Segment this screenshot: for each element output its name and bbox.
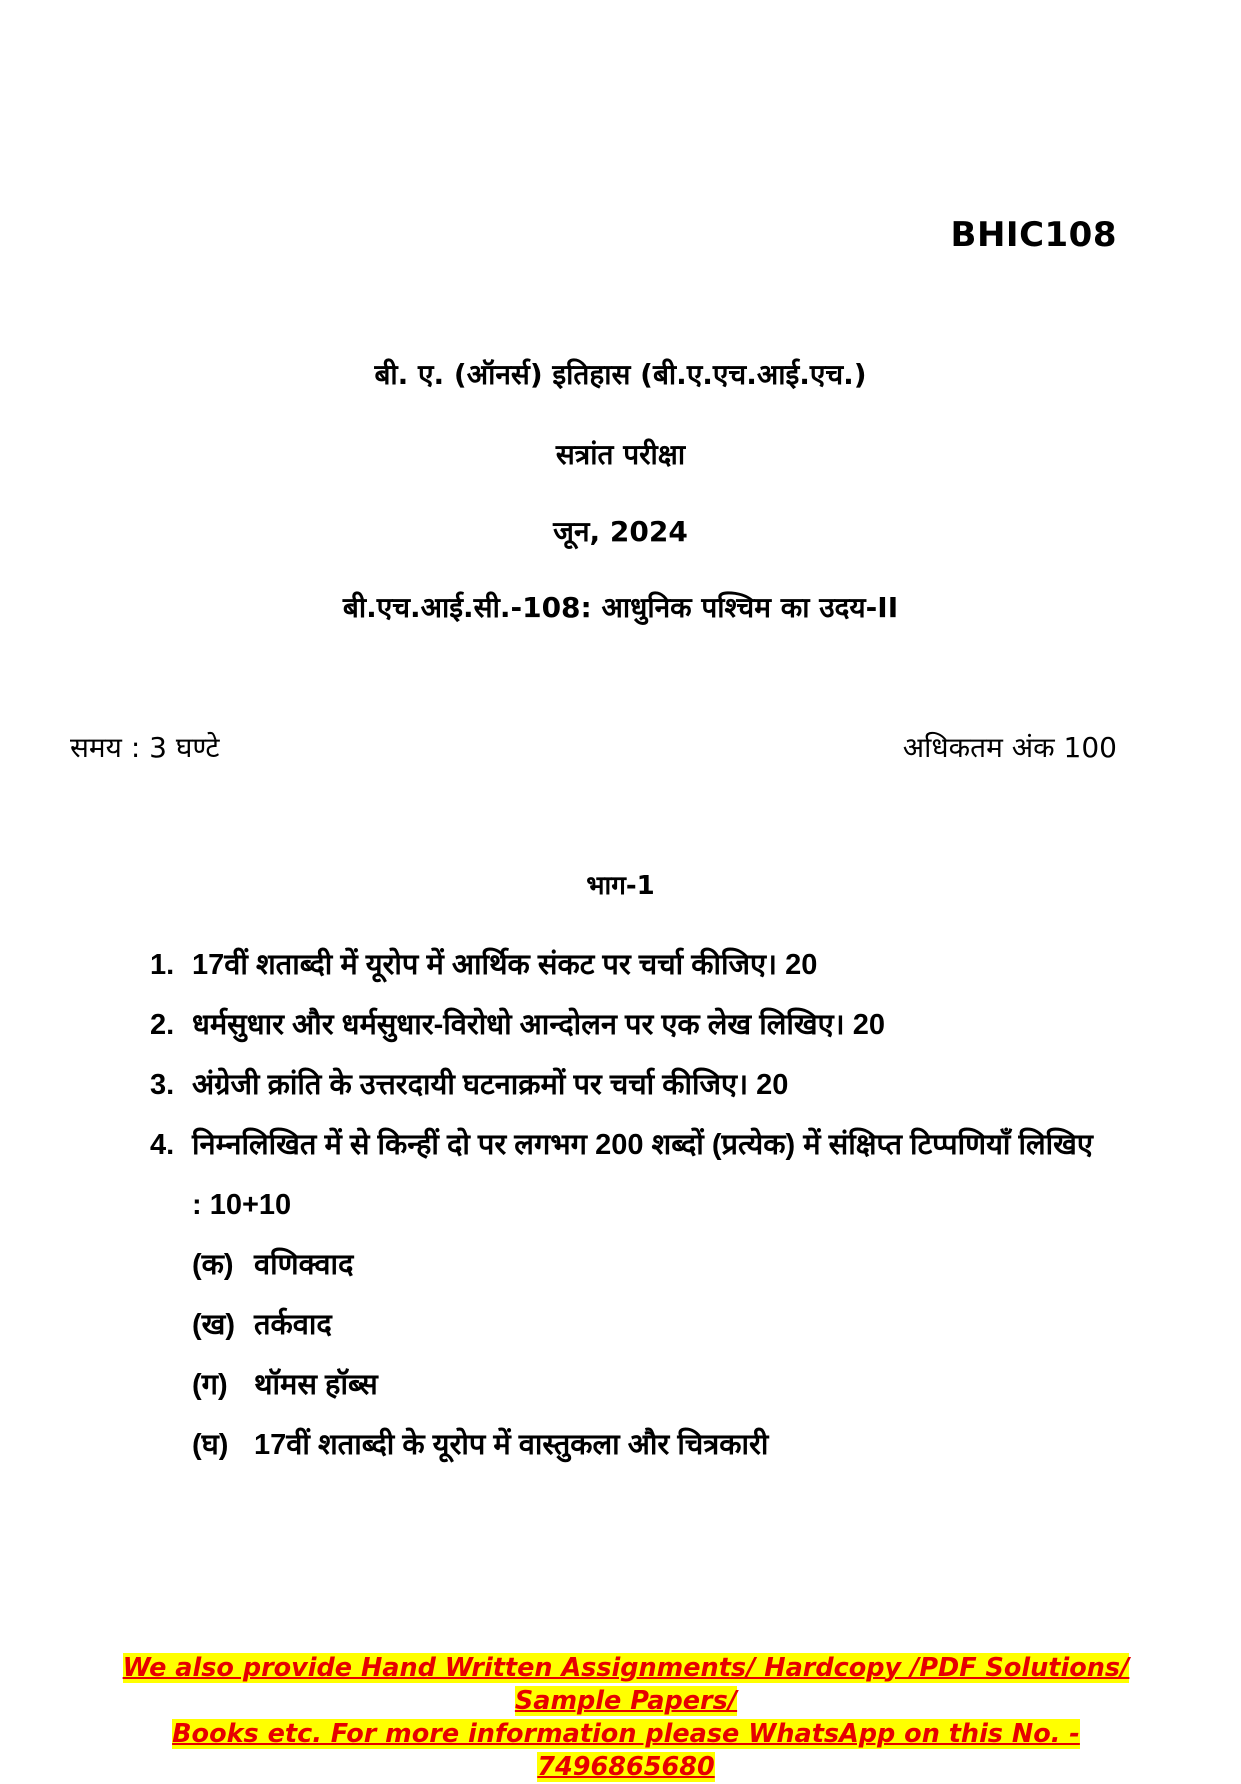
program-title: बी. ए. (ऑनर्स) इतिहास (बी.ए.एच.आई.एच.) bbox=[374, 358, 867, 391]
max-marks: अधिकतम अंक 100 bbox=[902, 731, 1117, 764]
question-item bbox=[150, 995, 1110, 1055]
question-text: निम्नलिखित में से किन्हीं दो पर लगभग 200 शब्दों (प्रत्येक) में संक्षिप्त टिप्पणियाँ लिखिए : 10+10 bbox=[192, 1129, 1093, 1221]
exam-meta-row bbox=[70, 728, 1117, 766]
sub-question bbox=[192, 1355, 1110, 1415]
subject-title: बी.एच.आई.सी.-108: आधुनिक पश्चिम का उदय-II bbox=[342, 591, 899, 624]
question-number: 2. bbox=[150, 1009, 175, 1041]
sub-question-label: (ख) bbox=[192, 1309, 236, 1341]
sub-question-list bbox=[192, 1235, 1110, 1475]
sub-question-label: (क) bbox=[192, 1249, 234, 1281]
question-item bbox=[150, 1115, 1110, 1475]
sub-question-text: थॉमस हॉब्स bbox=[254, 1369, 378, 1401]
question-text: 17वीं शताब्दी में यूरोप में आर्थिक संकट पर चर्चा कीजिए। 20 bbox=[192, 949, 818, 981]
question-body bbox=[192, 1115, 1110, 1475]
promo-line-1: We also provide Hand Written Assignments/ Hardcopy /PDF Solutions/ Sample Papers/ bbox=[122, 1653, 1130, 1716]
question-number: 4. bbox=[150, 1129, 175, 1161]
sub-question bbox=[192, 1295, 1110, 1355]
question-item bbox=[150, 1055, 1110, 1115]
question-text: धर्मसुधार और धर्मसुधार-विरोधो आन्दोलन पर एक लेख लिखिए। 20 bbox=[192, 1009, 885, 1041]
question-number: 3. bbox=[150, 1069, 175, 1101]
exam-title: सत्रांत परीक्षा bbox=[555, 438, 686, 471]
sub-question bbox=[192, 1415, 1110, 1475]
promo-footer bbox=[97, 1652, 1155, 1784]
sub-question-label: (ग) bbox=[192, 1369, 228, 1401]
promo-line-2: Books etc. For more information please WhatsApp on this No. - 7496865680 bbox=[172, 1719, 1080, 1782]
sub-question bbox=[192, 1235, 1110, 1295]
question-item bbox=[150, 935, 1110, 995]
exam-date: जून, 2024 bbox=[553, 515, 688, 548]
course-code: BHIC108 bbox=[950, 215, 1117, 255]
part-heading: भाग-1 bbox=[586, 871, 655, 901]
question-text: अंग्रेजी क्रांति के उत्तरदायी घटनाक्रमों पर चर्चा कीजिए। 20 bbox=[192, 1069, 789, 1101]
sub-question-label: (घ) bbox=[192, 1429, 229, 1461]
time-allowed: समय : 3 घण्टे bbox=[70, 731, 220, 764]
question-list bbox=[150, 935, 1110, 1475]
sub-question-text: 17वीं शताब्दी के यूरोप में वास्तुकला और चित्रकारी bbox=[254, 1429, 769, 1461]
sub-question-text: वणिक्वाद bbox=[254, 1249, 354, 1281]
question-number: 1. bbox=[150, 949, 175, 981]
sub-question-text: तर्कवाद bbox=[254, 1309, 332, 1341]
